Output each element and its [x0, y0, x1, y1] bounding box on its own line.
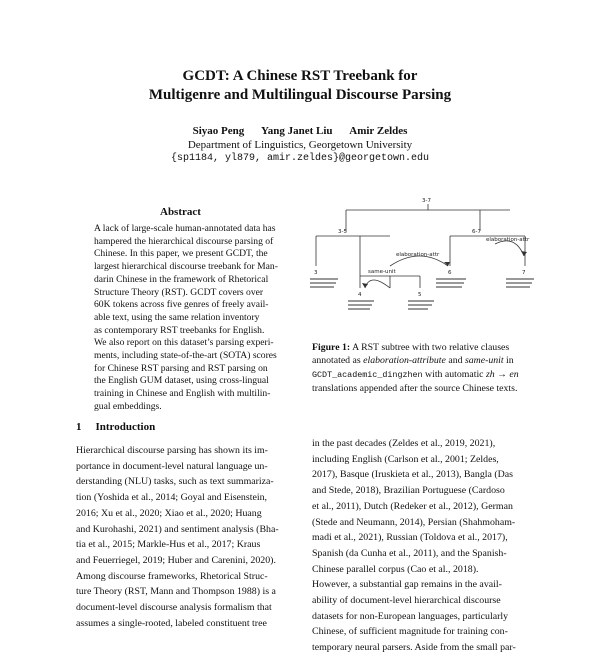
body-text-line: Chinese parallel corpus (Cao et al., 2018). [312, 563, 479, 575]
edu-text-block [506, 286, 530, 288]
body-text-line: assumes a single-rooted, labeled constituent tree [76, 617, 267, 629]
body-text-line: derstanding (NLU) tasks, such as text summariza- [76, 476, 274, 488]
edu-label: 4 [358, 292, 362, 298]
relation-label: same-unit [368, 269, 396, 275]
caption-code: GCDT_academic_dingzhen [312, 369, 423, 380]
author-emails: {sp1184, yl879, amir.zeldes}@georgetown.edu [170, 153, 430, 164]
node-label: 3-7 [422, 198, 431, 204]
abstract-body [94, 223, 294, 414]
edu-text-block [408, 300, 434, 302]
figure-caption [312, 341, 534, 396]
caption-text: and [445, 355, 465, 367]
body-text-line: and Kurohashi, 2021) and sentiment analysis (Bha- [76, 523, 279, 535]
caption-math: zh → en [485, 368, 519, 380]
caption-text: with automatic [422, 368, 486, 380]
title-line-2: Multigenre and Multilingual Discourse Parsing [148, 87, 452, 103]
body-text-line: However, a substantial gap remains in the avail- [312, 579, 502, 591]
abstract-line: hampered the hierarchical discourse parsing of [94, 235, 274, 247]
abstract-line: training in Chinese and English with multilin- [94, 388, 271, 400]
body-text-line: tion (Yoshida et al., 2014; Goyal and Eisenstein, [76, 492, 267, 504]
body-text-line: in the past decades (Zeldes et al., 2019, 2021), [312, 438, 496, 449]
edu-text-block [348, 308, 370, 310]
author-names [0, 124, 600, 138]
caption-text: in [503, 355, 514, 367]
caption-emphasis: elaboration-attribute [363, 355, 446, 367]
arrow-head [521, 251, 527, 256]
body-text-line: et al., 2011), Dutch (Redeker et al., 2012), German [312, 500, 513, 512]
edu-text-block [436, 278, 466, 280]
abstract-line: Structure Theory (RST). GCDT covers over [94, 286, 264, 298]
abstract-line: Chinese. In this paper, we present GCDT, the [94, 248, 268, 260]
rst-tree-figure [310, 196, 535, 326]
abstract-line: darin Chinese in the framework of Rhetorical [94, 273, 269, 285]
edu-text-block [436, 286, 462, 288]
body-text-line: ability of document-level hierarchical discourse [312, 595, 501, 607]
edu-text-block [348, 300, 374, 302]
caption-line [312, 368, 534, 382]
body-text-line: Chinese, of sufficient magnitude for training con- [312, 626, 508, 638]
abstract-line: 60K tokens across five genres of freely avail- [94, 299, 269, 311]
author-name: Yang Janet Liu [260, 125, 333, 137]
body-text-line: Among discourse frameworks, Rhetorical Struc- [76, 570, 268, 582]
body-text-line: including English (Carlson et al., 2001; Zeldes, [312, 453, 499, 465]
author-name: Amir Zeldes [349, 125, 408, 137]
node-label: 3-5 [338, 229, 347, 235]
body-text-line: madi et al., 2021), Russian (Toldova et al., 2017), [312, 532, 508, 544]
relation-arc [365, 280, 390, 288]
edu-text-block [310, 282, 336, 284]
caption-line: translations appended after the source Chinese texts. [312, 383, 518, 395]
abstract-line: ments, including state-of-the-art (SOTA) scores [94, 350, 277, 362]
edu-text-block [408, 304, 432, 306]
body-text-line: datasets for non-European languages, particularly [312, 610, 509, 622]
title-line-1: GCDT: A Chinese RST Treebank for [182, 68, 418, 84]
caption-line [312, 354, 534, 367]
abstract-line: largest hierarchical discourse treebank for Man- [94, 261, 278, 273]
edu-text-block [506, 282, 532, 284]
body-text-line: Hierarchical discourse parsing has shown its im- [76, 445, 268, 456]
edu-text-block [436, 282, 464, 284]
abstract-line: the English GUM dataset, using cross-lingual [94, 375, 269, 387]
abstract-line: A lack of large-scale human-annotated data has [94, 223, 276, 234]
body-text-line: 2017), Basque (Iruskieta et al., 2013), Bangla (Das [312, 469, 514, 481]
body-text-line: portance in document-level natural language un- [76, 460, 268, 472]
relation-arc [495, 241, 524, 256]
body-text-line: and Feuerriegel, 2019; Huber and Carenini, 2020). [76, 554, 276, 566]
section-number: 1 [76, 421, 82, 433]
edu-text-block [348, 304, 372, 306]
edu-text-block [408, 308, 428, 310]
abstract-line: able text, using the same relation inventory [94, 311, 260, 323]
section-title: Introduction [95, 421, 156, 433]
relation-label: elaboration-attr [486, 237, 530, 243]
body-text-line: Spanish (da Cunha et al., 2011), and the Spanish- [312, 547, 507, 559]
caption-text: annotated as [312, 355, 364, 367]
relation-label: elaboration-attr [396, 252, 440, 258]
body-text-line: 2016; Xu et al., 2020; Xiao et al., 2020; Huang [76, 507, 262, 519]
edu-label: 7 [522, 270, 526, 276]
edu-label: 3 [314, 270, 318, 276]
affiliation: Department of Linguistics, Georgetown University [187, 139, 413, 151]
abstract-heading: Abstract [160, 206, 201, 218]
body-text-line: and Stede, 2018), Brazilian Portuguese (Cardoso [312, 485, 505, 497]
rst-tree-svg [310, 196, 535, 326]
edu-text-block [506, 278, 534, 280]
abstract-line: for Chinese RST parsing and RST parsing on [94, 362, 268, 374]
author-name: Siyao Peng [192, 125, 245, 137]
abstract-line: as contemporary RST treebanks for English. [94, 324, 265, 336]
paper-title [0, 67, 600, 105]
body-text-line: ture Theory (RST, Mann and Thompson 1988) is a [76, 586, 276, 598]
section-heading [76, 421, 155, 433]
edu-label: 6 [448, 270, 452, 276]
caption-line [312, 341, 534, 354]
intro-body [76, 443, 296, 631]
caption-label: Figure 1: [312, 342, 351, 353]
body-text-line: tia et al., 2015; Markle-Hus et al., 2017; Kraus [76, 539, 261, 551]
author-block [0, 124, 600, 166]
edu-text-block [310, 278, 338, 280]
right-column-body [312, 436, 532, 656]
body-text-line: document-level discourse analysis formalism that [76, 602, 272, 614]
body-text-line: (Stede and Neumann, 2014), Persian (Shahmoham- [312, 516, 516, 528]
abstract-line: gual embeddings. [94, 400, 162, 412]
body-text-line: temporary neural parsers. Aside from the small par- [312, 642, 516, 654]
node-label: 6-7 [472, 229, 481, 235]
edu-text-block [310, 286, 334, 288]
edu-label: 5 [418, 292, 422, 298]
caption-emphasis: same-unit [464, 355, 504, 367]
abstract-line: We also report on this dataset’s parsing experi- [94, 337, 274, 349]
caption-text: A RST subtree with two relative clauses [350, 342, 510, 353]
